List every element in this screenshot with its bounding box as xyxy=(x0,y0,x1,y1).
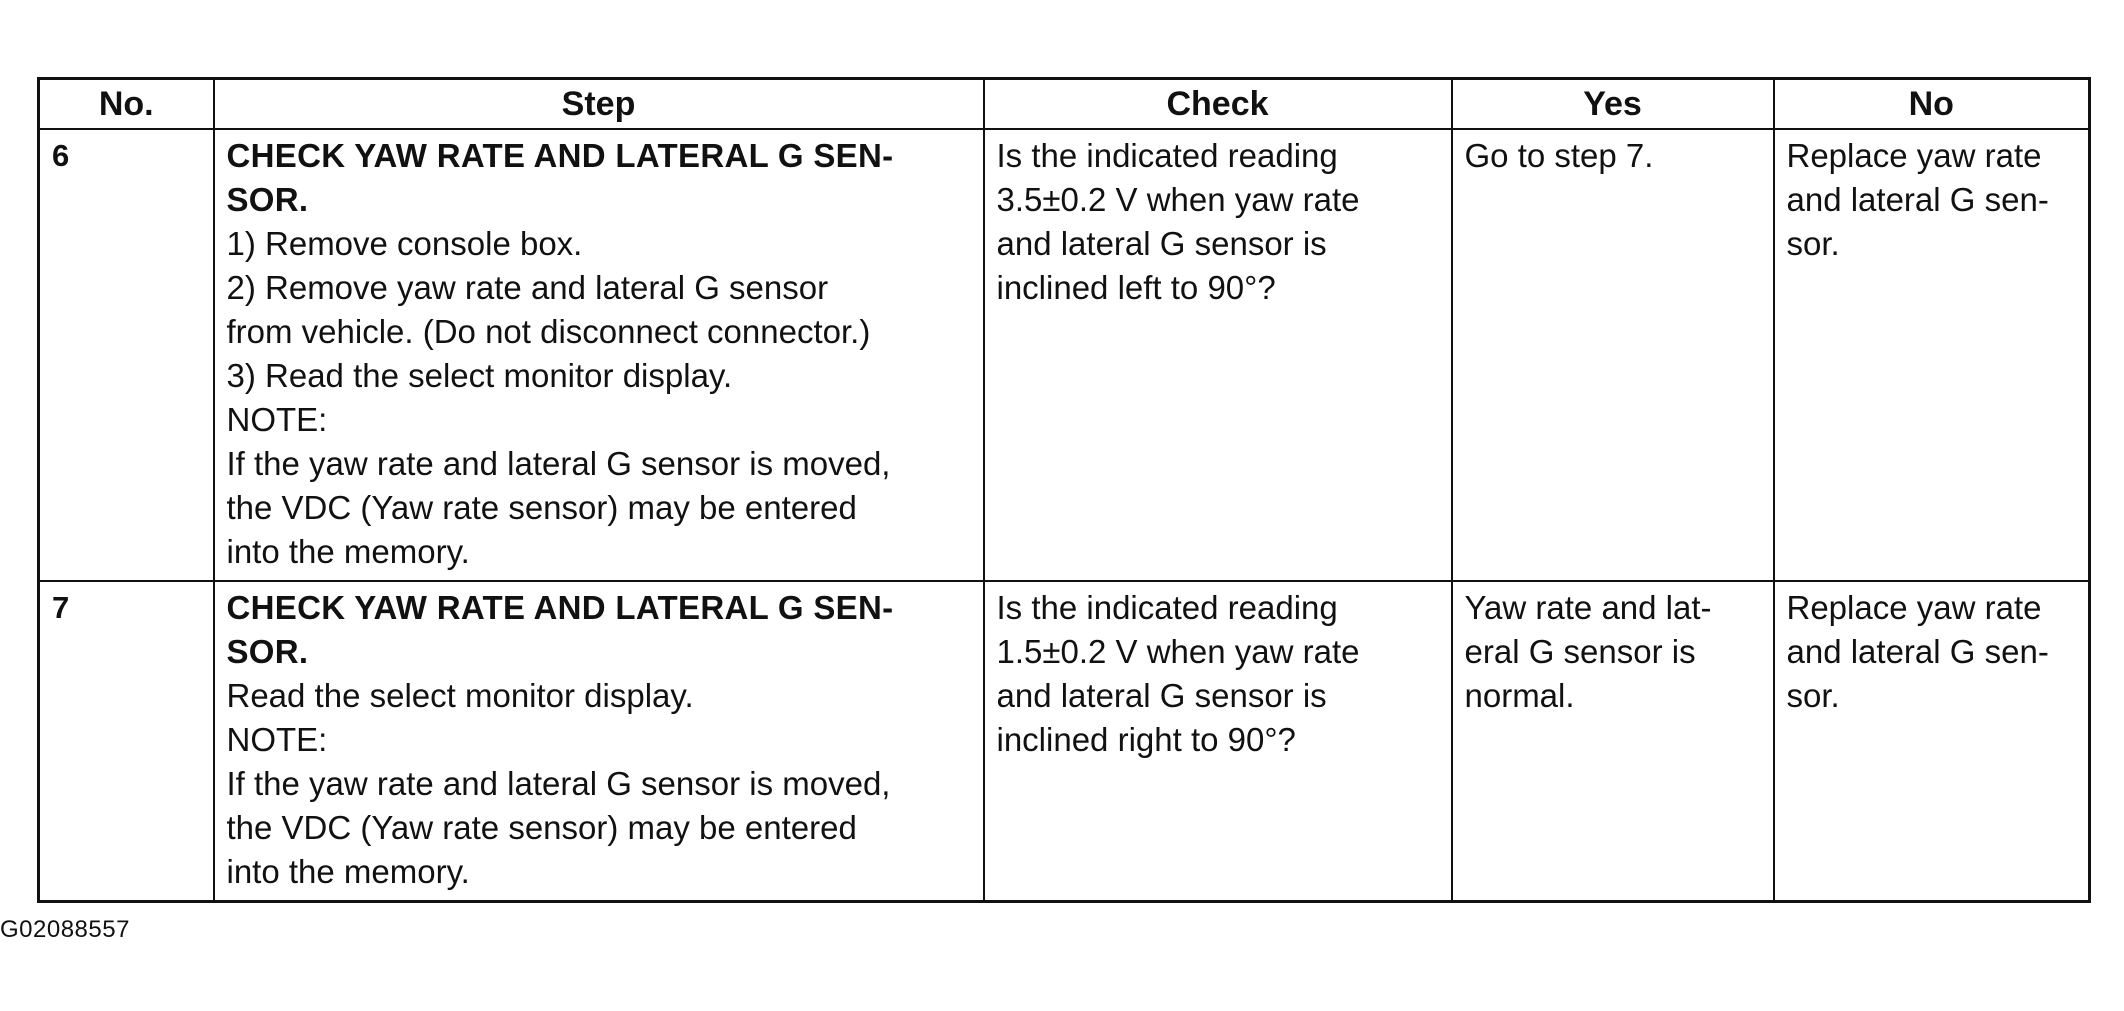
no-line: Replace yaw rate xyxy=(1786,137,2042,174)
step-instruction-line: from vehicle. (Do not disconnect connector.) xyxy=(226,313,871,350)
check-line: Is the indicated reading xyxy=(996,589,1338,626)
yes-line: Yaw rate and lat- xyxy=(1464,589,1712,626)
step-number: 6 xyxy=(39,129,214,581)
header-no: No. xyxy=(39,79,214,130)
step-cell xyxy=(214,581,984,902)
table-row-step-6 xyxy=(39,129,2090,581)
table-row-step-7 xyxy=(39,581,2090,902)
step-note-line: If the yaw rate and lateral G sensor is moved, xyxy=(226,765,891,802)
check-line: and lateral G sensor is xyxy=(996,677,1327,714)
step-note-line: If the yaw rate and lateral G sensor is moved, xyxy=(226,445,891,482)
step-note-line: into the memory. xyxy=(226,853,470,890)
yes-line: normal. xyxy=(1464,677,1575,714)
step-note-line: the VDC (Yaw rate sensor) may be entered xyxy=(226,489,857,526)
step-note-line: into the memory. xyxy=(226,533,470,570)
step-title-line: CHECK YAW RATE AND LATERAL G SEN- xyxy=(226,137,894,174)
no-line: sor. xyxy=(1786,677,1840,714)
header-yes: Yes xyxy=(1452,79,1774,130)
no-line: and lateral G sen- xyxy=(1786,633,2049,670)
yes-cell xyxy=(1452,581,1774,902)
step-instruction-line: 3) Read the select monitor display. xyxy=(226,357,733,394)
step-cell xyxy=(214,129,984,581)
step-instruction-line: 2) Remove yaw rate and lateral G sensor xyxy=(226,269,829,306)
check-line: and lateral G sensor is xyxy=(996,225,1327,262)
yes-line: eral G sensor is xyxy=(1464,633,1696,670)
table-header-row xyxy=(39,79,2090,130)
step-instruction-line: 1) Remove console box. xyxy=(226,225,583,262)
header-step: Step xyxy=(214,79,984,130)
diagnostic-procedure-table xyxy=(37,77,2091,903)
step-note-label: NOTE: xyxy=(226,721,328,758)
check-line: inclined left to 90°? xyxy=(996,269,1276,306)
figure-id: G02088557 xyxy=(0,916,130,943)
check-line: inclined right to 90°? xyxy=(996,721,1296,758)
yes-line: Go to step 7. xyxy=(1464,137,1654,174)
step-instruction-line: Read the select monitor display. xyxy=(226,677,694,714)
step-title-line: CHECK YAW RATE AND LATERAL G SEN- xyxy=(226,589,894,626)
header-check: Check xyxy=(984,79,1452,130)
no-line: sor. xyxy=(1786,225,1840,262)
no-result-cell xyxy=(1774,581,2090,902)
step-note-line: the VDC (Yaw rate sensor) may be entered xyxy=(226,809,857,846)
step-title-line: SOR. xyxy=(226,633,309,670)
no-line: and lateral G sen- xyxy=(1786,181,2049,218)
check-line: Is the indicated reading xyxy=(996,137,1338,174)
no-line: Replace yaw rate xyxy=(1786,589,2042,626)
step-note-label: NOTE: xyxy=(226,401,328,438)
check-cell xyxy=(984,581,1452,902)
step-title-line: SOR. xyxy=(226,181,309,218)
step-number: 7 xyxy=(39,581,214,902)
header-no-result: No xyxy=(1774,79,2090,130)
check-line: 1.5±0.2 V when yaw rate xyxy=(996,633,1360,670)
check-cell xyxy=(984,129,1452,581)
no-result-cell xyxy=(1774,129,2090,581)
yes-cell xyxy=(1452,129,1774,581)
check-line: 3.5±0.2 V when yaw rate xyxy=(996,181,1360,218)
